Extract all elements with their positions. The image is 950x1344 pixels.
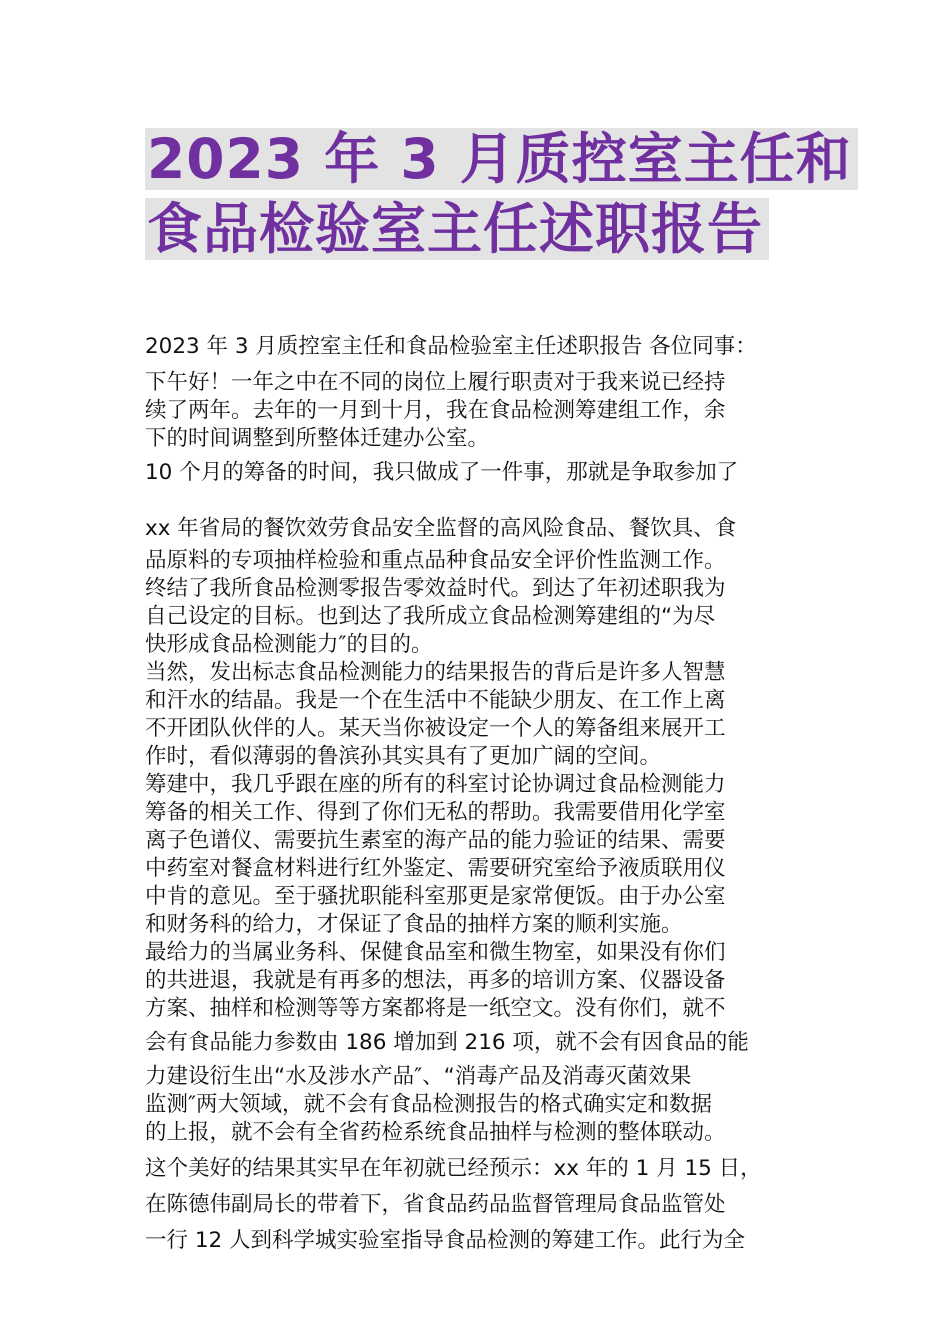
text-line: 作时，看似薄弱的鲁滨孙其实具有了更加广阔的空间。: [145, 744, 662, 769]
text-line: 会有食品能力参数由 186 增加到 216 项，就不会有因食品的能: [145, 1030, 749, 1055]
text-line: 离子色谱仪、需要抗生素室的海产品的能力验证的结果、需要: [145, 828, 726, 853]
text-line: 这个美好的结果其实早在年初就已经预示：xx 年的 1 月 15 日，: [145, 1156, 762, 1181]
document-body: [145, 333, 810, 1255]
text-line: 不开团队伙伴的人。某天当你被设定一个人的筹备组来展开工: [145, 716, 726, 741]
text-line: 的上报，就不会有全省药检系统食品抽样与检测的整体联动。: [145, 1120, 726, 1145]
text-line: 中肯的意见。至于骚扰职能科室那更是家常便饭。由于办公室: [145, 884, 726, 909]
text-line: 一行 12 人到科学城实验室指导食品检测的筹建工作。此行为全: [145, 1228, 746, 1253]
text-line: 下的时间调整到所整体迁建办公室。: [145, 426, 490, 451]
text-line: 2023 年 3 月质控室主任和食品检验室主任述职报告 各位同事：: [145, 334, 757, 359]
title-line-1: 2023 年 3 月质控室主任和: [145, 128, 858, 190]
text-line: 和汗水的结晶。我是一个在生活中不能缺少朋友、在工作上离: [145, 688, 726, 713]
text-line: 品原料的专项抽样检验和重点品种食品安全评价性监测工作。: [145, 548, 726, 573]
text-line: 方案、抽样和检测等等方案都将是一纸空文。没有你们，就不: [145, 996, 726, 1021]
text-line: 监测″两大领域，就不会有食品检测报告的格式确实定和数据: [145, 1092, 713, 1117]
text-line: 和财务科的给力，才保证了食品的抽样方案的顺利实施。: [145, 912, 683, 937]
text-line: 力建设衍生出“水及涉水产品″、“消毒产品及消毒灭菌效果: [145, 1064, 692, 1089]
text-line: 10 个月的筹备的时间，我只做成了一件事，那就是争取参加了: [145, 460, 739, 485]
text-line: xx 年省局的餐饮效劳食品安全监督的高风险食品、餐饮具、食: [145, 516, 737, 541]
text-line: 快形成食品检测能力″的目的。: [145, 632, 433, 657]
text-line: 最给力的当属业务科、保健食品室和微生物室，如果没有你们: [145, 940, 726, 965]
text-line: 的共进退，我就是有再多的想法，再多的培训方案、仪器设备: [145, 968, 726, 993]
text-line: 下午好！一年之中在不同的岗位上履行职责对于我来说已经持: [145, 370, 726, 395]
text-line: 在陈德伟副局长的带着下，省食品药品监督管理局食品监管处: [145, 1192, 726, 1217]
text-line: 筹备的相关工作、得到了你们无私的帮助。我需要借用化学室: [145, 800, 726, 825]
text-line: 终结了我所食品检测零报告零效益时代。到达了年初述职我为: [145, 576, 726, 601]
text-line: 筹建中，我几乎跟在座的所有的科室讨论协调过食品检测能力: [145, 772, 726, 797]
text-line: 自己设定的目标。也到达了我所成立食品检测筹建组的“为尽: [145, 604, 716, 629]
text-line: 续了两年。去年的一月到十月，我在食品检测筹建组工作，余: [145, 398, 726, 423]
text-line: 中药室对餐盒材料进行红外鉴定、需要研究室给予液质联用仪: [145, 856, 726, 881]
document-title: [145, 127, 852, 268]
text-line: 当然，发出标志食品检测能力的结果报告的背后是许多人智慧: [145, 660, 726, 685]
title-line-2: 食品检验室主任述职报告: [145, 198, 769, 260]
